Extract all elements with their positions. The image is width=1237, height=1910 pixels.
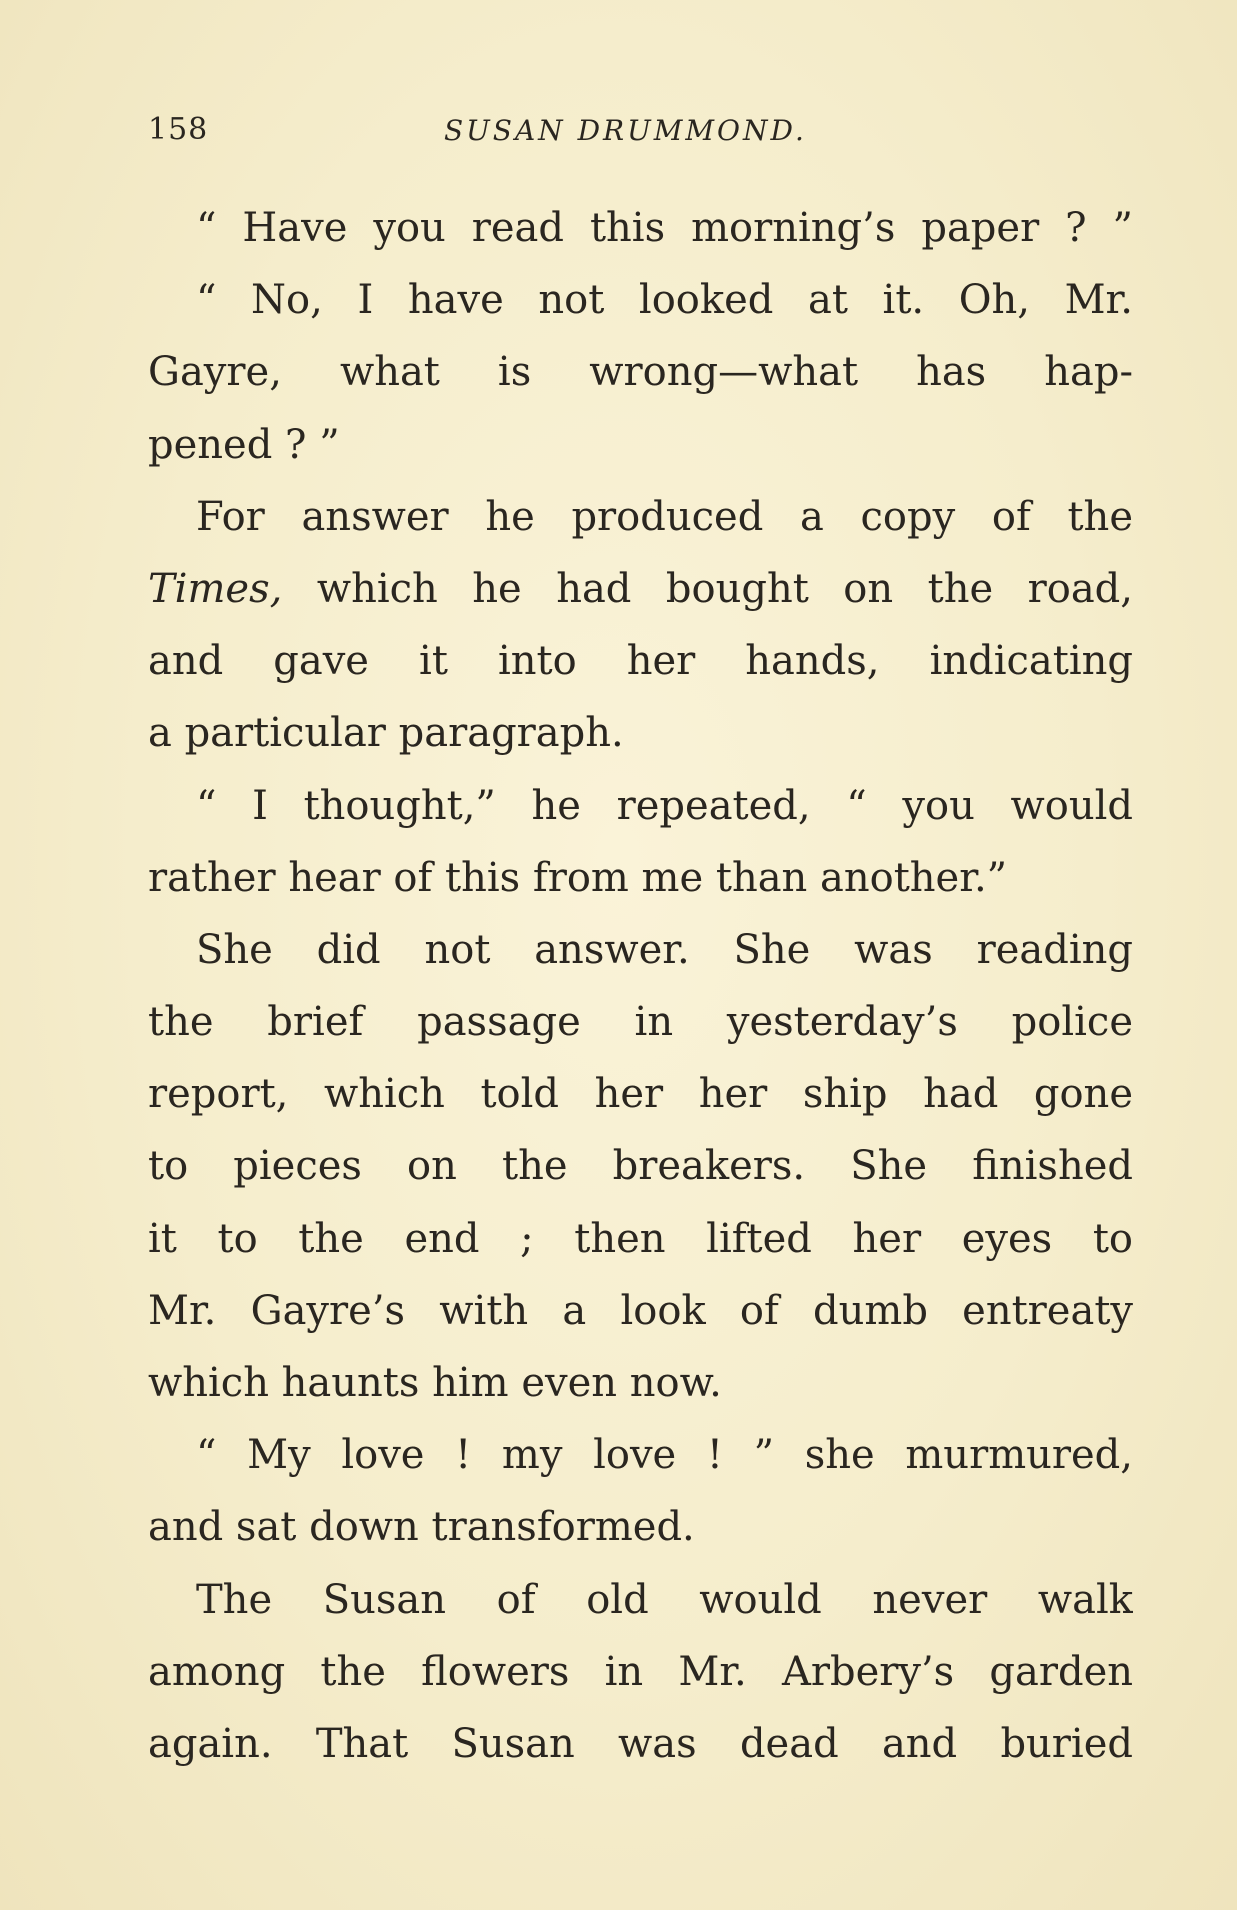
text-line: which haunts him even now. [148,1360,722,1406]
text-line: The Susan of old would never walk [196,1576,1133,1623]
text-line: “ I thought,” he repeated, “ you would [196,782,1133,829]
text-line: among the flowers in Mr. Arbery’s garden [148,1648,1133,1695]
text-line: She did not answer. She was reading [196,926,1133,973]
page-number: 158 [148,112,209,147]
text-line-rest: which he had bought on the road, [316,565,1133,612]
text-line: rather hear of this from me than another.” [148,854,1008,901]
text-line: Gayre, what is wrong—what has hap- [148,349,1133,396]
body-text [148,192,1133,1780]
text-line: it to the end ; then lifted her eyes to [148,1215,1133,1262]
text-line: “ Have you read this morning’s paper ? ” [196,205,1133,251]
text-line: “ No, I have not looked at it. Oh, Mr. [196,277,1133,324]
text-line: pened ? ” [148,421,340,468]
text-line: a particular paragraph. [148,710,624,757]
text-line: to pieces on the breakers. She finished [148,1143,1133,1190]
italic-times: Times, [148,565,283,612]
text-line: report, which told her her ship had gone [148,1071,1133,1118]
text-line: and gave it into her hands, indicating [148,638,1133,685]
text-line: For answer he produced a copy of the [196,493,1133,540]
text-line: again. That Susan was dead and buried [148,1720,1133,1767]
text-line: and sat down transformed. [148,1504,695,1551]
text-line: “ My love ! my love ! ” she murmured, [196,1432,1133,1479]
text-line: the brief passage in yesterday’s police [148,999,1133,1046]
text-line [148,553,1133,625]
running-title: SUSAN DRUMMOND. [444,114,807,147]
page-header [148,112,1128,162]
text-line: Mr. Gayre’s with a look of dumb entreaty [148,1287,1133,1334]
